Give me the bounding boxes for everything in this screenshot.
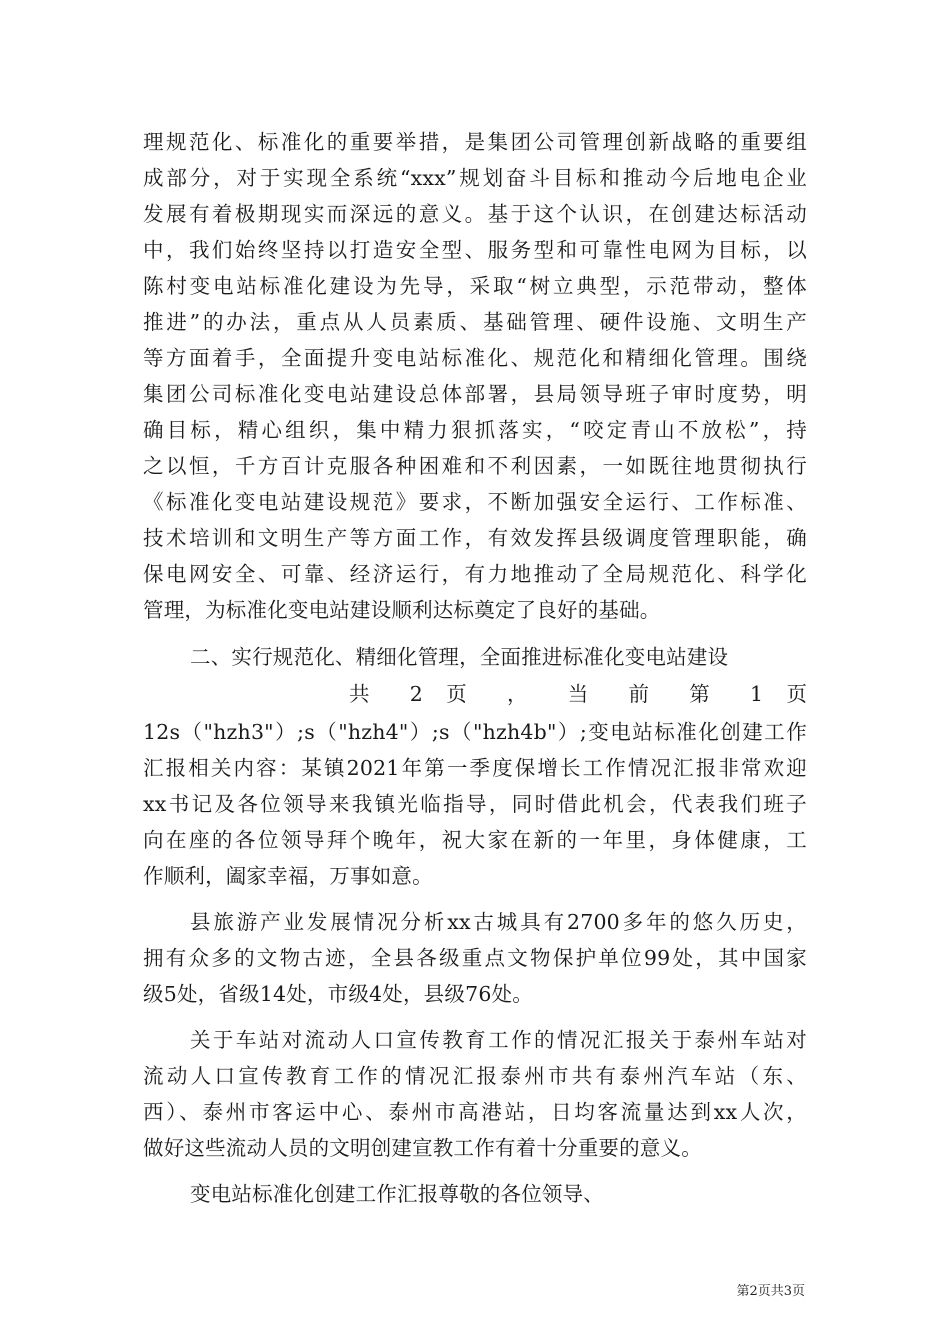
body-line: 技术培训和文明生产等方面工作，有效发挥县级调度管理职能，确 — [143, 526, 807, 550]
body-line: 作顺利，阖家幸福，万事如意。 — [143, 864, 433, 888]
paragraph-tourism-line: 拥有众多的文物古迹，全县各级重点文物保护单位99处，其中国家 — [143, 946, 807, 970]
page-footer-indicator: 第2页共3页 — [736, 1284, 805, 1299]
body-line: 《标准化变电站建设规范》要求，不断加强安全运行、工作标准、 — [143, 490, 807, 514]
paragraph-last-line: 变电站标准化创建工作汇报尊敬的各位领导、 — [190, 1182, 604, 1206]
body-line: 推进”的办法，重点从人员素质、基础管理、硬件设施、文明生产 — [143, 310, 807, 334]
body-line: 12s（"hzh3"）;s（"hzh4"）;s（"hzh4b"）;变电站标准化创建工作 — [143, 720, 807, 744]
body-line: 陈村变电站标准化建设为先导，采取“树立典型，示范带动，整体 — [143, 274, 807, 298]
body-line: 等方面着手，全面提升变电站标准化、规范化和精细化管理。围绕 — [143, 346, 807, 370]
body-line: 管理，为标准化变电站建设顺利达标奠定了良好的基础。 — [143, 598, 661, 622]
paragraph-station-line: 流动人口宣传教育工作的情况汇报泰州市共有泰州汽车站（东、 — [143, 1064, 807, 1088]
body-line: 汇报相关内容：某镇2021年第一季度保增长工作情况汇报非常欢迎 — [143, 756, 807, 780]
paragraph-tourism-line: 县旅游产业发展情况分析xx古城具有2700多年的悠久历史， — [190, 910, 807, 934]
body-line: 成部分，对于实现全系统“xxx”规划奋斗目标和推动今后地电企业 — [143, 166, 807, 190]
body-line: 确目标，精心组织，集中精力狠抓落实，“咬定青山不放松”，持 — [143, 418, 807, 442]
body-line: 中，我们始终坚持以打造安全型、服务型和可靠性电网为目标，以 — [143, 238, 807, 262]
body-line: 集团公司标准化变电站建设总体部署，县局领导班子审时度势，明 — [143, 382, 807, 406]
section-heading: 二、实行规范化、精细化管理，全面推进标准化变电站建设 — [190, 645, 729, 669]
paragraph-station-line: 关于车站对流动人口宣传教育工作的情况汇报关于泰州车站对 — [190, 1028, 807, 1052]
body-line: 保电网安全、可靠、经济运行，有力地推动了全局规范化、科学化 — [143, 562, 807, 586]
body-line: 之以恒，千方百计克服各种困难和不利因素，一如既往地贯彻执行 — [143, 454, 807, 478]
body-line: 发展有着极期现实而深远的意义。基于这个认识，在创建达标活动 — [143, 202, 807, 226]
body-line: 向在座的各位领导拜个晚年，祝大家在新的一年里，身体健康，工 — [143, 828, 807, 852]
paragraph-station-line: 做好这些流动人员的文明创建宣教工作有着十分重要的意义。 — [143, 1136, 702, 1160]
body-line: xx书记及各位领导来我镇光临指导，同时借此机会，代表我们班子 — [143, 792, 807, 816]
paragraph-tourism-line: 级5处，省级14处，市级4处，县级76处。 — [143, 982, 533, 1006]
page-count-line: 共 2 页 ， 当 前 第 1 页 — [349, 682, 807, 706]
paragraph-station-line: 西）、泰州市客运中心、泰州市高港站，日均客流量达到xx人次， — [143, 1100, 807, 1124]
body-line: 理规范化、标准化的重要举措，是集团公司管理创新战略的重要组 — [143, 130, 807, 154]
